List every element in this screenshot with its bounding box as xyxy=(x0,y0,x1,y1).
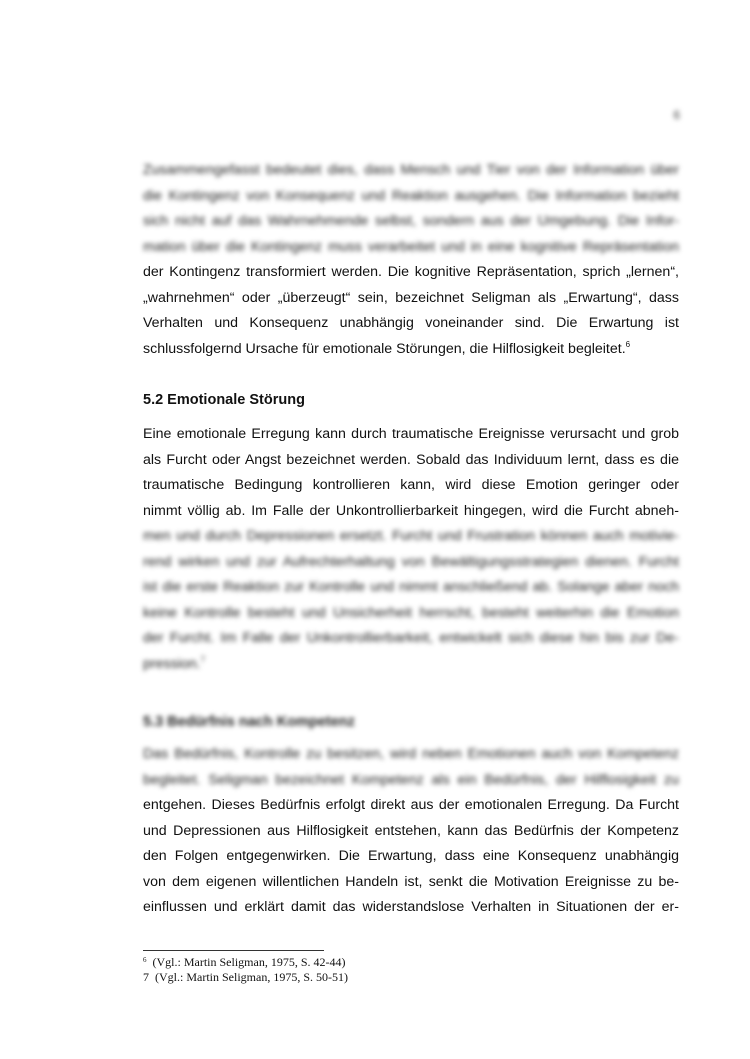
text-line: von dem eigenen willentlichen Handeln ist, senkt die Motivation Ereignisse zu be- xyxy=(143,873,679,890)
text-line: begleitet. Seligman bezeichnet Kompetenz als ein Bedürfnis, der Hilflosigkeit zu xyxy=(143,771,679,788)
text-line: die Kontingenz von Konsequenz und Reaktion ausgehen. Die Information bezieht xyxy=(143,187,679,204)
text-line: sich nicht auf das Wahrnehmende selbst, sondern aus der Umgebung. Die Infor- xyxy=(143,213,679,229)
text-line: und Depressionen aus Hilflosigkeit entstehen, kann das Bedürfnis der Kompetenz xyxy=(143,822,679,839)
text-line: mation über die Kontingenz muss verarbeitet und in eine kognitive Repräsentation xyxy=(143,238,679,255)
text-line xyxy=(143,652,679,678)
paragraph-top xyxy=(143,158,679,362)
text-line: Eine emotionale Erregung kann durch traumatische Ereignisse verursacht und grob xyxy=(143,426,679,442)
footnotes xyxy=(143,955,348,985)
text-line: entgehen. Dieses Bedürfnis erfolgt direkt aus der emotionalen Erregung. Da Furcht xyxy=(143,797,679,813)
footnote-text: (Vgl.: Martin Seligman, 1975, S. 50-51) xyxy=(155,970,348,984)
text-line-content: pression. xyxy=(143,655,201,672)
footnote-reference: 7 xyxy=(200,654,206,664)
text-line: ist die erste Reaktion zur Kontrolle und nimmt anschließend ab. Solange aber noch xyxy=(143,579,679,595)
footnote-number: 7 xyxy=(143,970,149,984)
text-line: als Furcht oder Angst bezeichnet werden. Sobald das Individuum lernt, dass es die xyxy=(143,451,679,468)
text-line: der Furcht. Im Falle der Unkontrollierbarkeit, entwickelt sich diese hin bis zur De- xyxy=(143,630,679,646)
footnote-reference: 6 xyxy=(625,339,631,349)
text-line: nimmt völlig ab. Im Falle der Unkontrollierbarkeit hingegen, wird die Furcht abneh- xyxy=(143,502,679,519)
footnote-text: (Vgl.: Martin Seligman, 1975, S. 42-44) xyxy=(152,955,346,969)
text-line: „wahrnehmen“ oder „überzeugt“ sein, bezeichnet Seligman als „Erwartung“, dass xyxy=(143,289,679,306)
text-line: rend wirken und zur Aufrechterhaltung von Bewältigungsstrategien dienen. Furcht xyxy=(143,553,679,570)
text-line: Zusammengefasst bedeutet dies, dass Mensch und Tier von der Information über xyxy=(143,162,679,178)
text-line: Das Bedürfnis, Kontrolle zu besitzen, wird neben Emotionen auch von Kompetenz xyxy=(143,746,679,762)
document-body xyxy=(143,158,679,921)
text-line xyxy=(143,337,679,363)
text-line: der Kontingenz transformiert werden. Die kognitive Repräsentation, sprich „lernen“, xyxy=(143,264,679,280)
text-line: men und durch Depressionen ersetzt. Furcht und Frustration können auch motivie- xyxy=(143,528,679,544)
footnote-item xyxy=(143,970,348,985)
footnote-number: 6 xyxy=(143,956,147,964)
page-number: 6 xyxy=(673,108,680,122)
text-line: traumatische Bedingung kontrollieren kann, wird diese Emotion geringer oder xyxy=(143,477,679,493)
text-line-content: schlussfolgernd Ursache für emotionale Störungen, die Hilflosigkeit begleitet. xyxy=(143,340,626,357)
text-line: keine Kontrolle besteht und Unsicherheit herrscht, besteht weiterhin die Emotion xyxy=(143,604,679,621)
paragraph-5-2 xyxy=(143,422,679,677)
footnote-item xyxy=(143,955,348,970)
section-heading-5-2: 5.2 Emotionale Störung xyxy=(143,392,305,408)
footnote-divider xyxy=(143,950,324,951)
text-line: den Folgen entgegenwirken. Die Erwartung, dass eine Konsequenz unabhängig xyxy=(143,848,679,864)
section-heading-5-3: 5.3 Bedürfnis nach Kompetenz xyxy=(143,714,355,730)
text-line: Verhalten und Konsequenz unabhängig voneinander sind. Die Erwartung ist xyxy=(143,315,679,331)
text-line: einflussen und erklärt damit das widerstandslose Verhalten in Situationen der er- xyxy=(143,899,679,915)
paragraph-5-3 xyxy=(143,742,679,921)
